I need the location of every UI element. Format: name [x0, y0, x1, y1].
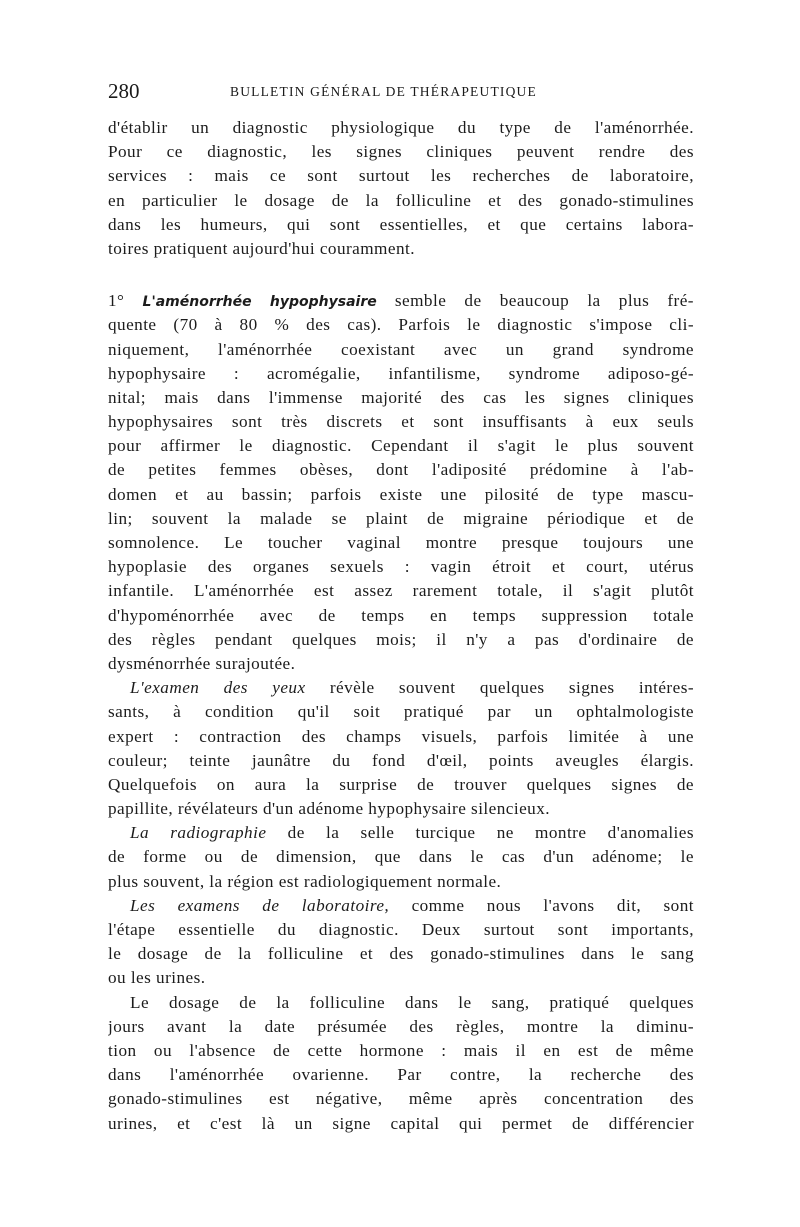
text-line: l'étape essentielle du diagnostic. Deux surtout sont importants,: [108, 920, 694, 939]
text-line: dysménorrhée surajoutée.: [108, 653, 296, 673]
text-line: services : mais ce sont surtout les recherches de laboratoire,: [108, 166, 694, 186]
text-line: niquement, l'aménorrhée coexistant avec un grand syndrome: [108, 339, 694, 359]
text-line: des règles pendant quelques mois; il n'y a pas d'ordinaire de: [108, 629, 694, 649]
running-head: BULLETIN GÉNÉRAL DE THÉRAPEUTIQUE: [230, 84, 537, 99]
page-number: 280: [108, 79, 140, 103]
text-line: Quelquefois on aura la surprise de trouver quelques signes de: [108, 774, 694, 794]
italic-lead: Les examens de laboratoire,: [130, 895, 390, 915]
body-text: [108, 116, 694, 1136]
text-line: ou les urines.: [108, 968, 206, 988]
text-line: pour affirmer le diagnostic. Cependant il s'agit le plus souvent: [108, 436, 694, 456]
text-line: hypophysaires sont très discrets et sont insuffisants à eux seuls: [108, 412, 694, 432]
section-run-in-title: L'aménorrhée hypophysaire: [142, 294, 377, 311]
text-line: hypoplasie des organes sexuels : vagin étroit et court, utérus: [108, 557, 694, 577]
text-fragment: de la selle turcique ne montre d'anomalies: [287, 823, 694, 843]
text-line: papillite, révélateurs d'un adénome hypophysaire silencieux.: [108, 799, 550, 819]
text-line: nital; mais dans l'immense majorité des cas les signes cliniques: [108, 387, 694, 407]
section-number: 1°: [108, 291, 125, 311]
text-fragment: révèle souvent quelques signes intéres-: [329, 678, 694, 698]
text-line: quente (70 à 80 % des cas). Parfois le diagnostic s'impose cli-: [108, 315, 694, 335]
text-line: plus souvent, la région est radiologiquement normale.: [108, 871, 502, 891]
text-line: couleur; teinte jaunâtre du fond d'œil, points aveugles élargis.: [108, 750, 694, 770]
text-line: jours avant la date présumée des règles, montre la diminu-: [108, 1016, 694, 1036]
text-line: Le dosage de la folliculine dans le sang, pratiqué quelques: [130, 992, 694, 1012]
italic-lead: L'examen des yeux: [130, 678, 306, 698]
text-line: d'établir un diagnostic physiologique du type de l'aménorrhée.: [108, 118, 694, 137]
text-line: de petites femmes obèses, dont l'adiposité prédomine à l'ab-: [108, 460, 694, 480]
text-line: tion ou l'absence de cette hormone : mais il en est de même: [108, 1040, 694, 1060]
paragraph-first-line: [108, 676, 694, 700]
text-line: toires pratiquent aujourd'hui couramment.: [108, 238, 415, 258]
paragraph-first-line: [108, 821, 694, 845]
paragraph-first-line: [108, 894, 694, 918]
page-header: [108, 76, 694, 106]
text-line: de forme ou de dimension, que dans le cas d'un adénome; le: [108, 847, 694, 867]
text-fragment: comme nous l'avons dit, sont: [411, 895, 694, 915]
section-gap: [108, 261, 694, 289]
text-line: dans l'aménorrhée ovarienne. Par contre, la recherche des: [108, 1065, 694, 1085]
italic-lead: La radiographie: [130, 823, 267, 843]
text-line: lin; souvent la malade se plaint de migraine périodique et de: [108, 508, 694, 528]
text-line: Pour ce diagnostic, les signes cliniques peuvent rendre des: [108, 142, 694, 162]
section-heading-line: [108, 289, 694, 313]
text-line: le dosage de la folliculine et des gonado-stimulines dans le sang: [108, 944, 694, 964]
text-line: dans les humeurs, qui sont essentielles, et que certains labora-: [108, 214, 694, 234]
text-line: en particulier le dosage de la folliculine et des gonado-stimulines: [108, 190, 694, 210]
text-line: hypophysaire : acromégalie, infantilisme, syndrome adiposo-gé-: [108, 363, 694, 383]
text-line: gonado-stimulines est négative, même après concentration des: [108, 1089, 694, 1109]
text-line: urines, et c'est là un signe capital qui permet de différencier: [108, 1113, 694, 1133]
text-line: somnolence. Le toucher vaginal montre presque toujours une: [108, 533, 694, 552]
text-fragment: semble de beaucoup la plus fré-: [394, 291, 694, 311]
text-line: domen et au bassin; parfois existe une pilosité de type mascu-: [108, 484, 694, 504]
text-line: expert : contraction des champs visuels, parfois limitée à une: [108, 726, 694, 746]
text-line: sants, à condition qu'il soit pratiqué par un ophtalmologiste: [108, 702, 694, 722]
text-line: infantile. L'aménorrhée est assez rarement totale, il s'agit plutôt: [108, 581, 694, 601]
text-line: d'hypoménorrhée avec de temps en temps suppression totale: [108, 605, 694, 625]
